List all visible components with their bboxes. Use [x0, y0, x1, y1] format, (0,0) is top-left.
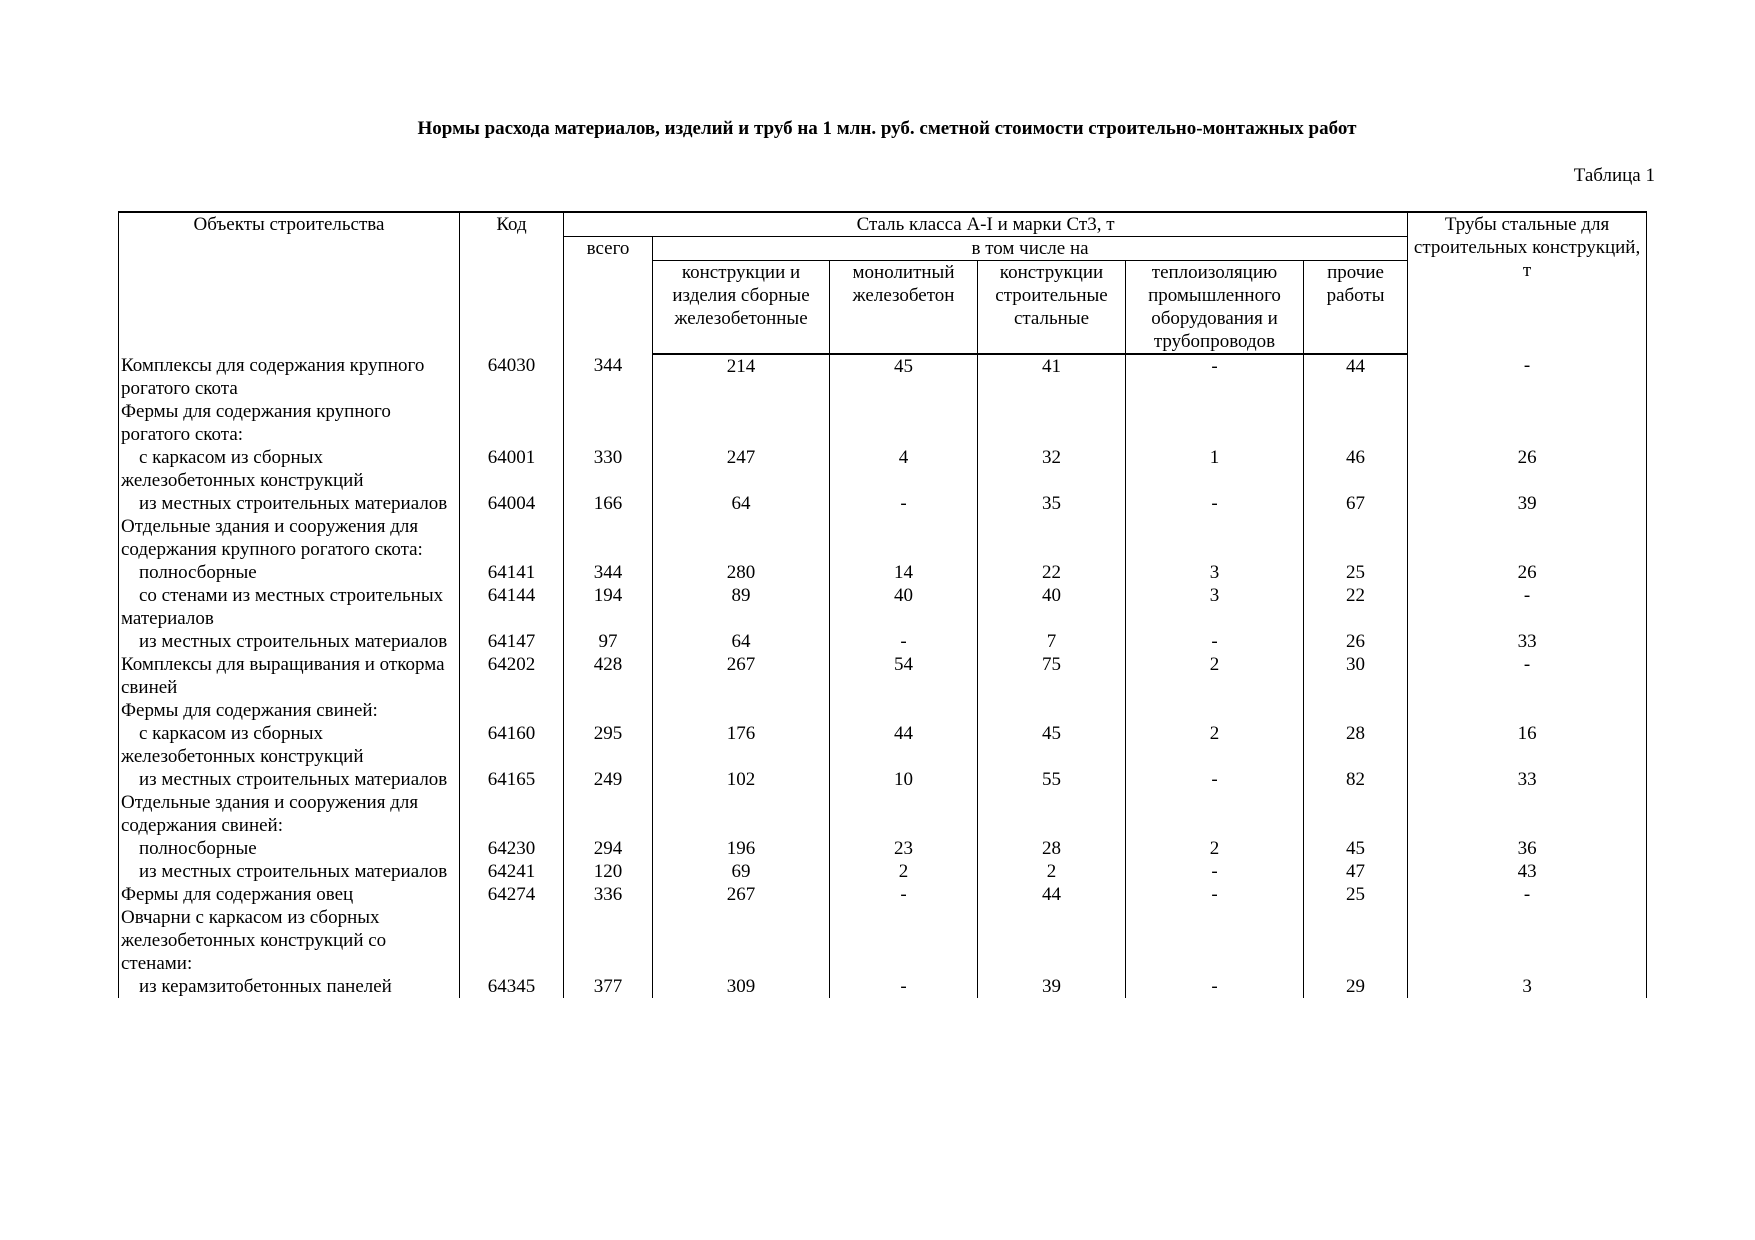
- object-name-text: Фермы для содержания крупного рогатого скота:: [121, 401, 391, 445]
- table-row: [119, 630, 1647, 653]
- cell-steel: 2: [978, 860, 1126, 883]
- table-row: [119, 584, 1647, 630]
- cell-monolithic: 10: [830, 768, 978, 791]
- cell-total: 166: [564, 492, 653, 515]
- row-object-name: [119, 906, 460, 975]
- cell-pipes: [1408, 515, 1647, 561]
- cell-steel: [978, 791, 1126, 837]
- cell-insulation: -: [1126, 768, 1304, 791]
- cell-pipes: [1408, 791, 1647, 837]
- cell-total: 377: [564, 975, 653, 998]
- object-name-text: Овчарни с каркасом из сборных железобетонных конструкций со стенами:: [121, 907, 387, 974]
- cell-precast: 64: [653, 630, 830, 653]
- cell-precast: 309: [653, 975, 830, 998]
- cell-code: 64165: [460, 768, 564, 791]
- cell-code: 64141: [460, 561, 564, 584]
- cell-pipes: [1408, 906, 1647, 975]
- cell-insulation: 2: [1126, 722, 1304, 768]
- cell-code: 64345: [460, 975, 564, 998]
- cell-total: 428: [564, 653, 653, 699]
- cell-pipes: -: [1408, 584, 1647, 630]
- cell-monolithic: 14: [830, 561, 978, 584]
- cell-other: 30: [1304, 653, 1408, 699]
- cell-pipes: 26: [1408, 561, 1647, 584]
- cell-total: 344: [564, 561, 653, 584]
- cell-total: [564, 515, 653, 561]
- cell-steel: 44: [978, 883, 1126, 906]
- row-object-name: [119, 699, 460, 722]
- cell-other: 29: [1304, 975, 1408, 998]
- object-name-text: с каркасом из сборных железобетонных конструкций: [121, 447, 364, 491]
- table-row: [119, 837, 1647, 860]
- cell-precast: 280: [653, 561, 830, 584]
- cell-monolithic: [830, 906, 978, 975]
- cell-monolithic: [830, 400, 978, 446]
- cell-other: [1304, 699, 1408, 722]
- cell-code: [460, 515, 564, 561]
- row-object-name: [119, 400, 460, 446]
- cell-insulation: [1126, 791, 1304, 837]
- cell-monolithic: -: [830, 630, 978, 653]
- cell-other: 67: [1304, 492, 1408, 515]
- cell-other: [1304, 515, 1408, 561]
- cell-other: 28: [1304, 722, 1408, 768]
- cell-insulation: -: [1126, 630, 1304, 653]
- cell-total: 330: [564, 446, 653, 492]
- table-row: [119, 860, 1647, 883]
- row-object-name: [119, 791, 460, 837]
- cell-steel: [978, 515, 1126, 561]
- cell-pipes: -: [1408, 883, 1647, 906]
- cell-steel: 7: [978, 630, 1126, 653]
- row-object-name: [119, 653, 460, 699]
- table-row: [119, 492, 1647, 515]
- header-monolithic: монолитный железобетон: [830, 261, 978, 355]
- table-row: [119, 400, 1647, 446]
- object-name-text: с каркасом из сборных железобетонных конструкций: [121, 723, 364, 767]
- row-object-name: [119, 883, 460, 906]
- cell-code: [460, 906, 564, 975]
- cell-pipes: -: [1408, 354, 1647, 400]
- row-object-name: [119, 630, 460, 653]
- object-name-text: Фермы для содержания свиней:: [121, 700, 378, 721]
- row-object-name: [119, 722, 460, 768]
- cell-insulation: -: [1126, 354, 1304, 400]
- page-title: Нормы расхода материалов, изделий и труб на 1 млн. руб. сметной стоимости строительно-монтажных работ: [417, 118, 1357, 139]
- cell-insulation: [1126, 699, 1304, 722]
- cell-code: 64004: [460, 492, 564, 515]
- cell-steel: 45: [978, 722, 1126, 768]
- row-object-name: [119, 768, 460, 791]
- cell-steel: 32: [978, 446, 1126, 492]
- cell-precast: [653, 400, 830, 446]
- cell-monolithic: [830, 791, 978, 837]
- cell-steel: 39: [978, 975, 1126, 998]
- cell-total: 120: [564, 860, 653, 883]
- cell-insulation: 2: [1126, 837, 1304, 860]
- cell-insulation: 2: [1126, 653, 1304, 699]
- cell-insulation: -: [1126, 492, 1304, 515]
- table-row: [119, 722, 1647, 768]
- cell-precast: [653, 906, 830, 975]
- cell-other: 46: [1304, 446, 1408, 492]
- cell-steel: 35: [978, 492, 1126, 515]
- cell-precast: 267: [653, 883, 830, 906]
- cell-monolithic: -: [830, 975, 978, 998]
- cell-other: [1304, 400, 1408, 446]
- table-row: [119, 975, 1647, 998]
- cell-monolithic: 2: [830, 860, 978, 883]
- cell-other: [1304, 906, 1408, 975]
- cell-pipes: [1408, 400, 1647, 446]
- cell-precast: 196: [653, 837, 830, 860]
- cell-precast: 69: [653, 860, 830, 883]
- table-row: [119, 515, 1647, 561]
- cell-precast: [653, 699, 830, 722]
- cell-monolithic: 4: [830, 446, 978, 492]
- table-row: [119, 699, 1647, 722]
- row-object-name: [119, 446, 460, 492]
- cell-pipes: 26: [1408, 446, 1647, 492]
- cell-code: 64160: [460, 722, 564, 768]
- cell-pipes: 43: [1408, 860, 1647, 883]
- cell-precast: [653, 791, 830, 837]
- cell-total: 294: [564, 837, 653, 860]
- cell-total: [564, 400, 653, 446]
- cell-other: 22: [1304, 584, 1408, 630]
- table-row: [119, 446, 1647, 492]
- row-object-name: [119, 837, 460, 860]
- cell-total: 295: [564, 722, 653, 768]
- header-total: всего: [564, 237, 653, 355]
- header-code: Код: [460, 212, 564, 354]
- table-header: [119, 212, 1647, 354]
- cell-monolithic: 44: [830, 722, 978, 768]
- row-object-name: [119, 860, 460, 883]
- cell-insulation: -: [1126, 860, 1304, 883]
- row-object-name: [119, 515, 460, 561]
- object-name-text: полносборные: [139, 562, 257, 583]
- cell-code: 64274: [460, 883, 564, 906]
- cell-insulation: 3: [1126, 584, 1304, 630]
- cell-precast: [653, 515, 830, 561]
- cell-total: 249: [564, 768, 653, 791]
- cell-monolithic: 45: [830, 354, 978, 400]
- cell-steel: 28: [978, 837, 1126, 860]
- cell-other: 45: [1304, 837, 1408, 860]
- cell-precast: 247: [653, 446, 830, 492]
- object-name-text: из местных строительных материалов: [139, 861, 448, 882]
- cell-total: [564, 699, 653, 722]
- table-label: Таблица 1: [1573, 165, 1655, 186]
- row-object-name: [119, 492, 460, 515]
- object-name-text: Фермы для содержания овец: [121, 884, 354, 905]
- header-other: прочие работы: [1304, 261, 1408, 355]
- object-name-text: полносборные: [139, 838, 257, 859]
- cell-pipes: -: [1408, 653, 1647, 699]
- table-body: [119, 354, 1647, 998]
- cell-total: [564, 791, 653, 837]
- cell-other: [1304, 791, 1408, 837]
- table-row: [119, 791, 1647, 837]
- cell-insulation: [1126, 400, 1304, 446]
- header-steel-structures: конструкции строительные стальные: [978, 261, 1126, 355]
- cell-insulation: [1126, 515, 1304, 561]
- cell-pipes: [1408, 699, 1647, 722]
- cell-insulation: 1: [1126, 446, 1304, 492]
- cell-pipes: 39: [1408, 492, 1647, 515]
- cell-other: 47: [1304, 860, 1408, 883]
- norms-table: [118, 211, 1647, 998]
- cell-monolithic: 23: [830, 837, 978, 860]
- header-insulation: теплоизоляцию промышленного оборудования и трубопроводов: [1126, 261, 1304, 355]
- object-name-text: Комплексы для содержания крупного рогатого скота: [121, 355, 425, 399]
- cell-monolithic: [830, 515, 978, 561]
- cell-monolithic: 54: [830, 653, 978, 699]
- object-name-text: со стенами из местных строительных материалов: [121, 585, 444, 629]
- cell-steel: 22: [978, 561, 1126, 584]
- cell-precast: 89: [653, 584, 830, 630]
- row-object-name: [119, 354, 460, 400]
- table-row: [119, 768, 1647, 791]
- row-object-name: [119, 584, 460, 630]
- cell-precast: 267: [653, 653, 830, 699]
- cell-insulation: 3: [1126, 561, 1304, 584]
- cell-steel: 55: [978, 768, 1126, 791]
- cell-code: 64230: [460, 837, 564, 860]
- object-name-text: Отдельные здания и сооружения для содержания свиней:: [121, 792, 419, 836]
- cell-total: 194: [564, 584, 653, 630]
- header-objects: Объекты строительства: [119, 212, 460, 354]
- cell-pipes: 16: [1408, 722, 1647, 768]
- cell-code: [460, 400, 564, 446]
- cell-total: 97: [564, 630, 653, 653]
- cell-code: 64202: [460, 653, 564, 699]
- cell-precast: 64: [653, 492, 830, 515]
- cell-steel: [978, 699, 1126, 722]
- cell-total: 344: [564, 354, 653, 400]
- object-name-text: из местных строительных материалов: [139, 631, 448, 652]
- cell-insulation: -: [1126, 883, 1304, 906]
- header-including: в том числе на: [653, 237, 1408, 261]
- cell-other: 82: [1304, 768, 1408, 791]
- table-row: [119, 354, 1647, 400]
- cell-steel: 40: [978, 584, 1126, 630]
- cell-total: 336: [564, 883, 653, 906]
- table-row: [119, 906, 1647, 975]
- cell-precast: 176: [653, 722, 830, 768]
- cell-code: 64001: [460, 446, 564, 492]
- cell-code: 64030: [460, 354, 564, 400]
- cell-monolithic: -: [830, 492, 978, 515]
- cell-other: 25: [1304, 883, 1408, 906]
- cell-precast: 214: [653, 354, 830, 400]
- cell-code: [460, 699, 564, 722]
- cell-steel: [978, 906, 1126, 975]
- cell-other: 26: [1304, 630, 1408, 653]
- object-name-text: Отдельные здания и сооружения для содержания крупного рогатого скота:: [121, 516, 423, 560]
- cell-pipes: 36: [1408, 837, 1647, 860]
- header-pipes: Трубы стальные для строительных конструкций, т: [1408, 212, 1647, 354]
- object-name-text: из керамзитобетонных панелей: [139, 976, 392, 997]
- cell-other: 44: [1304, 354, 1408, 400]
- cell-precast: 102: [653, 768, 830, 791]
- cell-total: [564, 906, 653, 975]
- row-object-name: [119, 561, 460, 584]
- cell-steel: 41: [978, 354, 1126, 400]
- cell-steel: [978, 400, 1126, 446]
- cell-code: 64144: [460, 584, 564, 630]
- cell-pipes: 3: [1408, 975, 1647, 998]
- cell-monolithic: 40: [830, 584, 978, 630]
- cell-code: 64241: [460, 860, 564, 883]
- cell-pipes: 33: [1408, 630, 1647, 653]
- cell-steel: 75: [978, 653, 1126, 699]
- cell-insulation: [1126, 906, 1304, 975]
- cell-code: [460, 791, 564, 837]
- row-object-name: [119, 975, 460, 998]
- object-name-text: из местных строительных материалов: [139, 493, 448, 514]
- cell-other: 25: [1304, 561, 1408, 584]
- table-row: [119, 883, 1647, 906]
- cell-monolithic: [830, 699, 978, 722]
- table-row: [119, 561, 1647, 584]
- cell-code: 64147: [460, 630, 564, 653]
- header-steel-group: Сталь класса А-I и марки Ст3, т: [564, 212, 1408, 237]
- cell-pipes: 33: [1408, 768, 1647, 791]
- object-name-text: Комплексы для выращивания и откорма свиней: [121, 654, 445, 698]
- cell-monolithic: -: [830, 883, 978, 906]
- object-name-text: из местных строительных материалов: [139, 769, 448, 790]
- table-row: [119, 653, 1647, 699]
- header-precast: конструкции и изделия сборные железобетонные: [653, 261, 830, 355]
- cell-insulation: -: [1126, 975, 1304, 998]
